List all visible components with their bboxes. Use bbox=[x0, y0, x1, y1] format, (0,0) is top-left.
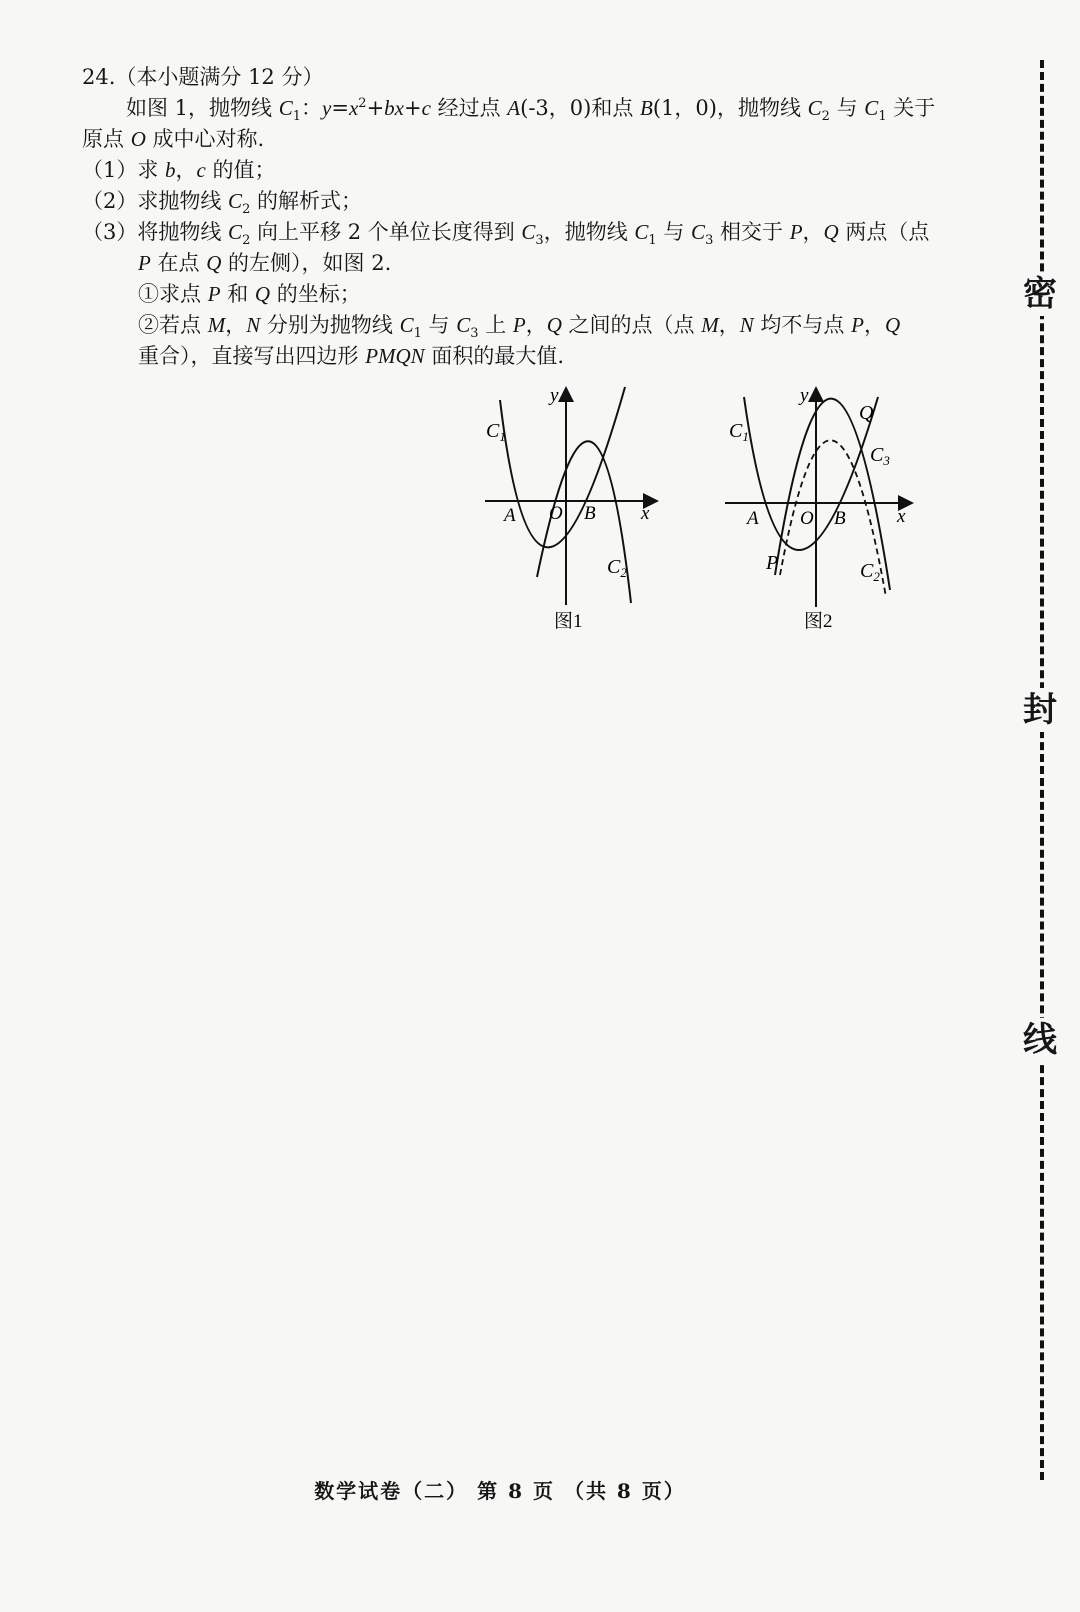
fig2-label-x: x bbox=[897, 506, 906, 527]
fig2-label-a: A bbox=[747, 508, 759, 529]
question-3-part-1: ①求点 P 和 Q 的坐标； bbox=[138, 282, 361, 306]
fig2-label-c3: $C_3$ bbox=[870, 444, 890, 468]
problem-intro-cont: 原点 O 成中心对称. bbox=[82, 127, 265, 151]
fig1-label-x: x bbox=[641, 503, 650, 524]
problem-intro: 如图 1，抛物线 $C_1$：$y=x^2+bx+c$ 经过点 A(-3，0)和点 B(1，0)，抛物线 $C_2$ 与 $C_1$ 关于 bbox=[126, 96, 936, 125]
question-3: （3）将抛物线 $C_2$ 向上平移 2 个单位长度得到 $C_3$，抛物线 $C_1$ 与 $C_3$ 相交于 P，Q 两点（点 bbox=[82, 220, 930, 249]
seal-char-feng: 封 bbox=[1016, 688, 1064, 732]
page-footer: 数学试卷（二） 第 8 页 （共 8 页） bbox=[314, 1479, 686, 1503]
figures bbox=[470, 385, 940, 649]
fig1-label-c2: $C_2$ bbox=[607, 556, 627, 580]
fig2-caption: 图2 bbox=[804, 611, 833, 632]
fig2-label-q: Q bbox=[859, 402, 874, 424]
fig1-label-y: y bbox=[550, 385, 559, 406]
fig1-label-a: A bbox=[504, 505, 516, 526]
fig1-label-b: B bbox=[584, 503, 596, 524]
fig2-label-o: O bbox=[800, 508, 814, 529]
question-1: （1）求 b，c 的值； bbox=[82, 158, 276, 182]
fig2-label-b: B bbox=[834, 508, 846, 529]
figures-svg bbox=[470, 385, 940, 645]
figure-2 bbox=[725, 385, 910, 632]
fig2-label-p: P bbox=[766, 552, 779, 574]
fig2-label-y: y bbox=[800, 385, 809, 406]
problem-24 bbox=[82, 62, 952, 372]
question-3-part-2-cont: 重合），直接写出四边形 PMQN 面积的最大值. bbox=[138, 344, 565, 368]
fig1-caption: 图1 bbox=[554, 611, 583, 632]
question-2: （2）求抛物线 $C_2$ 的解析式； bbox=[82, 189, 363, 218]
question-3-part-2: ②若点 M，N 分别为抛物线 $C_1$ 与 $C_3$ 上 P，Q 之间的点（点 M，N 均不与点 P，Q bbox=[138, 313, 901, 342]
problem-header: 24.（本小题满分 12 分） bbox=[82, 65, 324, 89]
seal-char-mi: 密 bbox=[1016, 272, 1064, 316]
question-3-cont: P 在点 Q 的左侧），如图 2. bbox=[138, 251, 392, 275]
seal-char-xian: 线 bbox=[1016, 1018, 1064, 1062]
figure-1 bbox=[485, 385, 655, 632]
fig1-label-c1: $C_1$ bbox=[486, 420, 506, 444]
fig2-label-c1: $C_1$ bbox=[729, 420, 749, 444]
fig2-label-c2: $C_2$ bbox=[860, 560, 880, 584]
fig1-label-o: O bbox=[549, 503, 563, 524]
